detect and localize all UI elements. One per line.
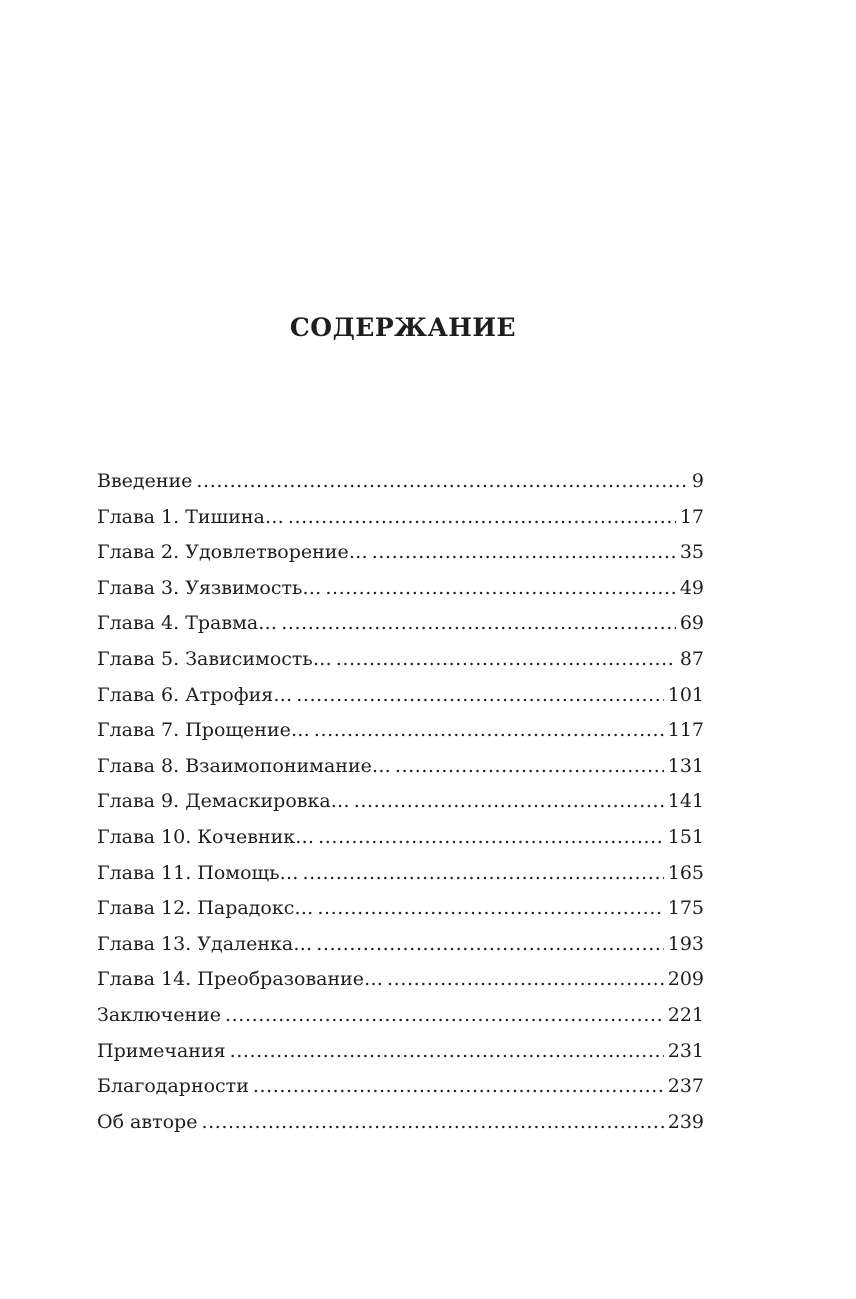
toc-entry [97,1040,704,1076]
dot-leader [336,648,676,670]
toc-entry-label: Заключение [97,1003,222,1026]
toc-entry-page: 131 [667,754,704,777]
toc-entry-page: 151 [667,825,704,848]
toc-entry [97,1004,704,1040]
dot-leader [196,470,687,492]
dot-leader [387,968,664,990]
dot-leader [372,541,676,563]
toc-entry-page: 9 [691,470,704,492]
toc-entry-page: 87 [679,647,704,670]
toc-entry-page: 209 [667,968,704,991]
dot-leader [225,1004,664,1026]
toc-entry [97,684,704,720]
toc-entry [97,612,704,648]
toc-entry-page: 117 [667,719,704,742]
toc-entry-label: Глава 9. Демаскировка… [97,790,350,813]
toc-entry-page: 49 [679,576,704,599]
toc-entry-label: Глава 1. Тишина… [97,505,284,528]
toc-entry-label: Примечания [97,1039,226,1062]
toc-entry [97,648,704,684]
toc-entry-label: Глава 13. Удаленка… [97,932,313,955]
dot-leader [230,1040,664,1062]
toc-entry-label: Глава 14. Преобразование… [97,968,384,991]
toc-entry [97,826,704,862]
dot-leader [253,1075,664,1097]
toc-entry-page: 101 [667,683,704,706]
toc-entry [97,755,704,791]
dot-leader [288,506,676,528]
toc-entry [97,933,704,969]
toc-entry-label: Глава 10. Кочевник… [97,825,315,848]
toc-entry [97,577,704,613]
toc-entry-label: Глава 11. Помощь… [97,861,299,884]
toc-entry [97,719,704,755]
dot-leader [354,790,664,812]
toc-entry [97,897,704,933]
dot-leader [317,897,663,919]
toc-entry-label: Глава 3. Уязвимость… [97,576,322,599]
dot-leader [303,862,664,884]
toc-entry-page: 221 [667,1003,704,1026]
toc-entry-label: Глава 8. Взаимопонимание… [97,754,391,777]
toc-entry [97,541,704,577]
dot-leader [296,684,664,706]
table-of-contents [97,470,704,1146]
toc-entry-page: 193 [667,932,704,955]
toc-entry [97,470,704,506]
toc-entry-label: Глава 2. Удовлетворение… [97,541,368,564]
toc-entry-label: Глава 12. Парадокс… [97,897,314,920]
dot-leader [314,719,664,741]
dot-leader [201,1111,663,1133]
toc-entry-page: 17 [679,505,704,528]
toc-entry [97,968,704,1004]
dot-leader [395,755,664,777]
dot-leader [325,577,675,599]
toc-entry [97,1111,704,1147]
toc-entry-label: Об авторе [97,1110,198,1133]
toc-entry [97,506,704,542]
toc-entry [97,862,704,898]
toc-entry-page: 69 [679,612,704,635]
dot-leader [318,826,664,848]
dot-leader [281,612,676,634]
toc-entry-page: 141 [667,790,704,813]
toc-entry-label: Глава 5. Зависимость… [97,647,332,670]
page-title: СОДЕРЖАНИЕ [289,313,517,342]
toc-entry-label: Введение [97,470,193,492]
toc-entry [97,1075,704,1111]
toc-entry [97,790,704,826]
toc-entry-page: 35 [679,541,704,564]
toc-entry-label: Благодарности [97,1075,249,1098]
toc-entry-label: Глава 7. Прощение… [97,719,310,742]
toc-entry-page: 239 [667,1110,704,1133]
toc-entry-label: Глава 6. Атрофия… [97,683,293,706]
toc-entry-page: 175 [667,897,704,920]
dot-leader [316,933,664,955]
toc-entry-label: Глава 4. Травма… [97,612,278,635]
toc-entry-page: 231 [667,1039,704,1062]
toc-entry-page: 237 [667,1075,704,1098]
toc-entry-page: 165 [667,861,704,884]
